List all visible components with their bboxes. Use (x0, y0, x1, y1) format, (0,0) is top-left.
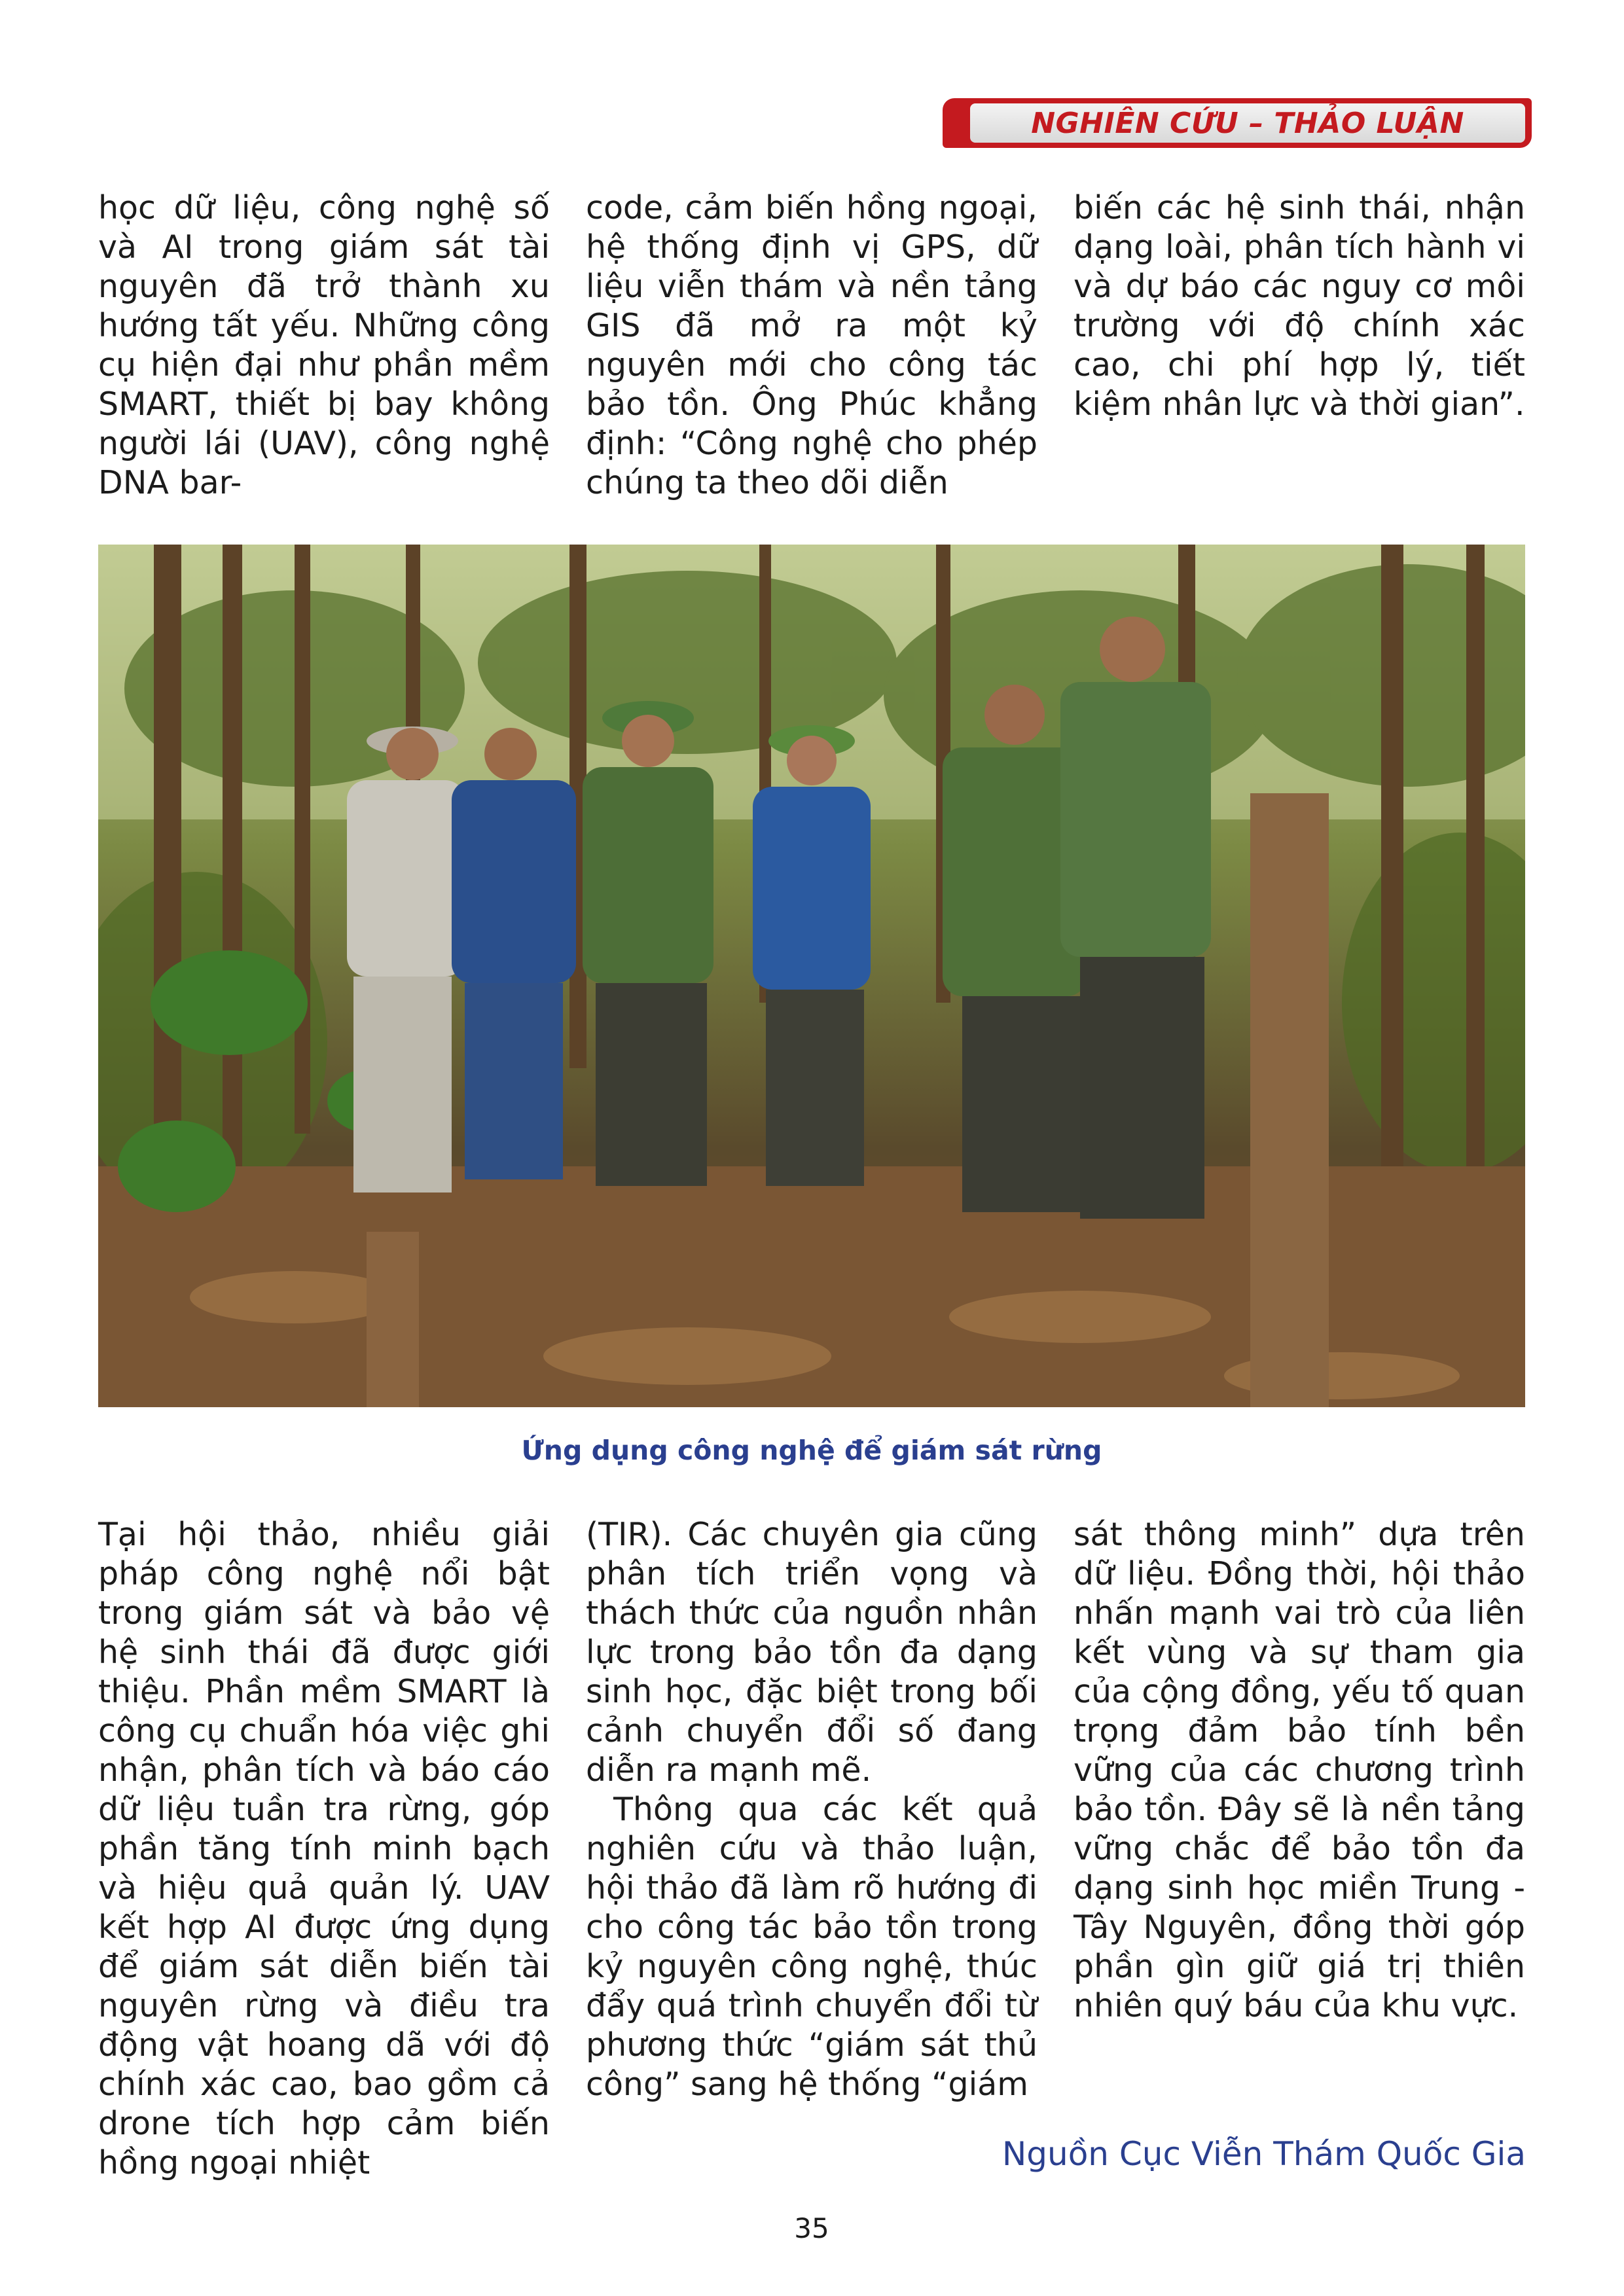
paragraph: biến các hệ sinh thái, nhận dạng loài, phân tích hành vi và dự báo các nguy cơ môi trường với độ chính xác cao, chi phí hợp lý, tiết kiệm nhân lực và thời gian”. (1074, 189, 1525, 423)
section-title: NGHIÊN CỨU – THẢO LUẬN (1031, 106, 1464, 140)
person-3 (583, 701, 713, 1186)
person-4 (753, 725, 871, 1186)
section-header-badge (943, 98, 1532, 148)
top-column-3 (1074, 188, 1525, 424)
source-credit: Nguồn Cục Viễn Thám Quốc Gia (1001, 2135, 1526, 2173)
paragraph: Tại hội thảo, nhiều giải pháp công nghệ nổi bật trong giám sát và bảo vệ hệ sinh thái đã được giới thiệu. Phần mềm SMART là công cụ chuẩn hóa việc ghi nhận, phân tích và báo cáo dữ liệu tuần tra rừng, góp phần tăng tính minh bạch và hiệu quả quản lý. UAV kết hợp AI được ứng dụng để giám sát diễn biến tài nguyên rừng và điều tra động vật hoang dã với độ chính xác cao, bao gồm cả drone tích hợp cảm biến hồng ngoại nhiệt (98, 1516, 550, 2181)
bottom-column-2 (586, 1515, 1038, 2104)
header-badge-face (970, 103, 1525, 143)
person-6 (1060, 617, 1211, 1219)
paragraph: học dữ liệu, công nghệ số và AI trong giám sát tài nguyên đã trở thành xu hướng tất yếu. Những công cụ hiện đại như phần mềm SMART, thiết bị bay không người lái (UAV), công nghệ DNA bar- (98, 189, 550, 501)
top-column-1 (98, 188, 550, 503)
person-2 (452, 728, 576, 1179)
forest-monitoring-photo (98, 545, 1525, 1407)
photo-illustration (98, 545, 1525, 1407)
bottom-column-1 (98, 1515, 550, 2183)
photo-caption: Ứng dụng công nghệ để giám sát rừng (521, 1435, 1102, 1466)
top-column-2 (586, 188, 1038, 503)
paragraph: sát thông minh” dựa trên dữ liệu. Đồng thời, hội thảo nhấn mạnh vai trò của liên kết vùng và sự tham gia của cộng đồng, yếu tố quan trọng đảm bảo tính bền vững của các chương trình bảo tồn. Đây sẽ là nền tảng vững chắc để bảo tồn đa dạng sinh học miền Trung - Tây Nguyên, đồng thời góp phần gìn giữ giá trị thiên nhiên quý báu của khu vực. (1074, 1516, 1525, 2024)
person-1 (347, 726, 465, 1193)
page-number: 35 (794, 2212, 829, 2244)
paragraph: Thông qua các kết quả nghiên cứu và thảo luận, hội thảo đã làm rõ hướng đi cho công tác bảo tồn trong kỷ nguyên công nghệ, thúc đẩy quá trình chuyển đổi từ phương thức “giám sát thủ công” sang hệ thống “giám (586, 1791, 1038, 2103)
paragraph: (TIR). Các chuyên gia cũng phân tích triển vọng và thách thức của nguồn nhân lực trong bảo tồn đa dạng sinh học, đặc biệt trong bối cảnh chuyển đổi số đang diễn ra mạnh mẽ. (586, 1516, 1038, 1789)
bottom-column-3 (1074, 1515, 1525, 2026)
paragraph: code, cảm biến hồng ngoại, hệ thống định vị GPS, dữ liệu viễn thám và nền tảng GIS đã mở ra một kỷ nguyên mới cho công tác bảo tồn. Ông Phúc khẳng định: “Công nghệ cho phép chúng ta theo dõi diễn (586, 189, 1038, 501)
